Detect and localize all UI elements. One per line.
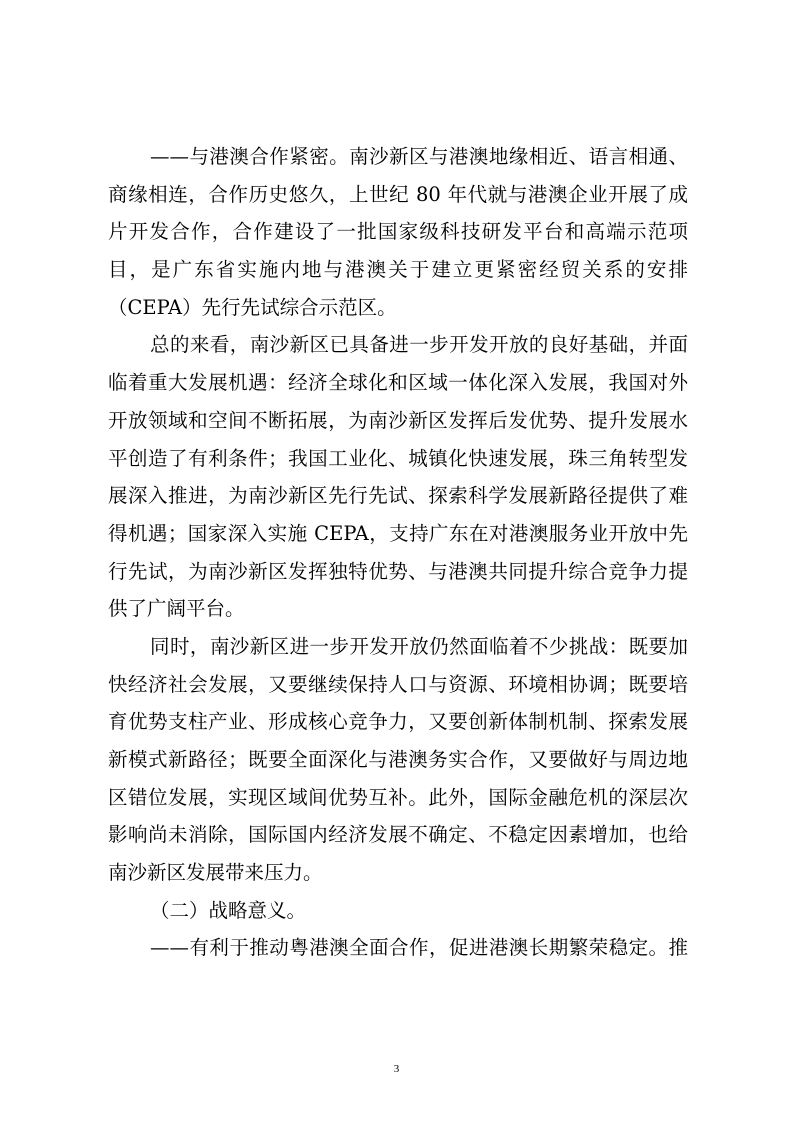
paragraph-line: 商缘相连，合作历史悠久，上世纪 80 年代就与港澳企业开展了成 bbox=[108, 182, 688, 206]
paragraph-line: 临着重大发展机遇：经济全球化和区域一体化深入发展，我国对外 bbox=[108, 371, 688, 395]
paragraph-line: 南沙新区发展带来压力。 bbox=[108, 861, 323, 885]
paragraph-line: ——与港澳合作紧密。南沙新区与港澳地缘相近、语言相通、 bbox=[150, 145, 688, 168]
paragraph-line: 供了广阔平台。 bbox=[108, 597, 245, 621]
paragraph-line: 快经济社会发展，又要继续保持人口与资源、环境相协调；既要培 bbox=[108, 672, 688, 696]
paragraph-line: （CEPA）先行先试综合示范区。 bbox=[108, 295, 397, 319]
paragraph-line: 开放领域和空间不断拓展，为南沙新区发挥后发优势、提升发展水 bbox=[108, 408, 688, 432]
paragraph-line: ——有利于推动粤港澳全面合作，促进港澳长期繁荣稳定。推 bbox=[150, 936, 688, 960]
paragraph-line: 同时，南沙新区进一步开发开放仍然面临着不少挑战：既要加 bbox=[150, 634, 688, 658]
paragraph-line: 片开发合作，合作建设了一批国家级科技研发平台和高端示范项 bbox=[108, 220, 688, 244]
paragraph-line: 展深入推进，为南沙新区先行先试、探索科学发展新路径提供了难 bbox=[108, 484, 688, 508]
paragraph-line: 行先试，为南沙新区发挥独特优势、与港澳共同提升综合竞争力提 bbox=[108, 559, 688, 583]
page-number: 3 bbox=[393, 1063, 400, 1075]
paragraph-line: 目，是广东省实施内地与港澳关于建立更紧密经贸关系的安排 bbox=[108, 258, 688, 282]
paragraph-line: 影响尚未消除，国际国内经济发展不确定、不稳定因素增加，也给 bbox=[108, 823, 688, 847]
paragraph-line: 总的来看，南沙新区已具备进一步开发开放的良好基础，并面 bbox=[150, 333, 688, 357]
paragraph-line: 区错位发展，实现区域间优势互补。此外，国际金融危机的深层次 bbox=[108, 785, 688, 809]
document-body bbox=[108, 138, 688, 967]
section-heading: （二）战略意义。 bbox=[150, 898, 307, 922]
paragraph-line: 平创造了有利条件；我国工业化、城镇化快速发展，珠三角转型发 bbox=[108, 446, 688, 470]
paragraph-line: 新模式新路径；既要全面深化与港澳务实合作，又要做好与周边地 bbox=[108, 748, 688, 771]
paragraph-line: 得机遇；国家深入实施 CEPA，支持广东在对港澳服务业开放中先 bbox=[108, 521, 688, 545]
paragraph-line: 育优势支柱产业、形成核心竞争力，又要创新体制机制、探索发展 bbox=[108, 710, 688, 734]
